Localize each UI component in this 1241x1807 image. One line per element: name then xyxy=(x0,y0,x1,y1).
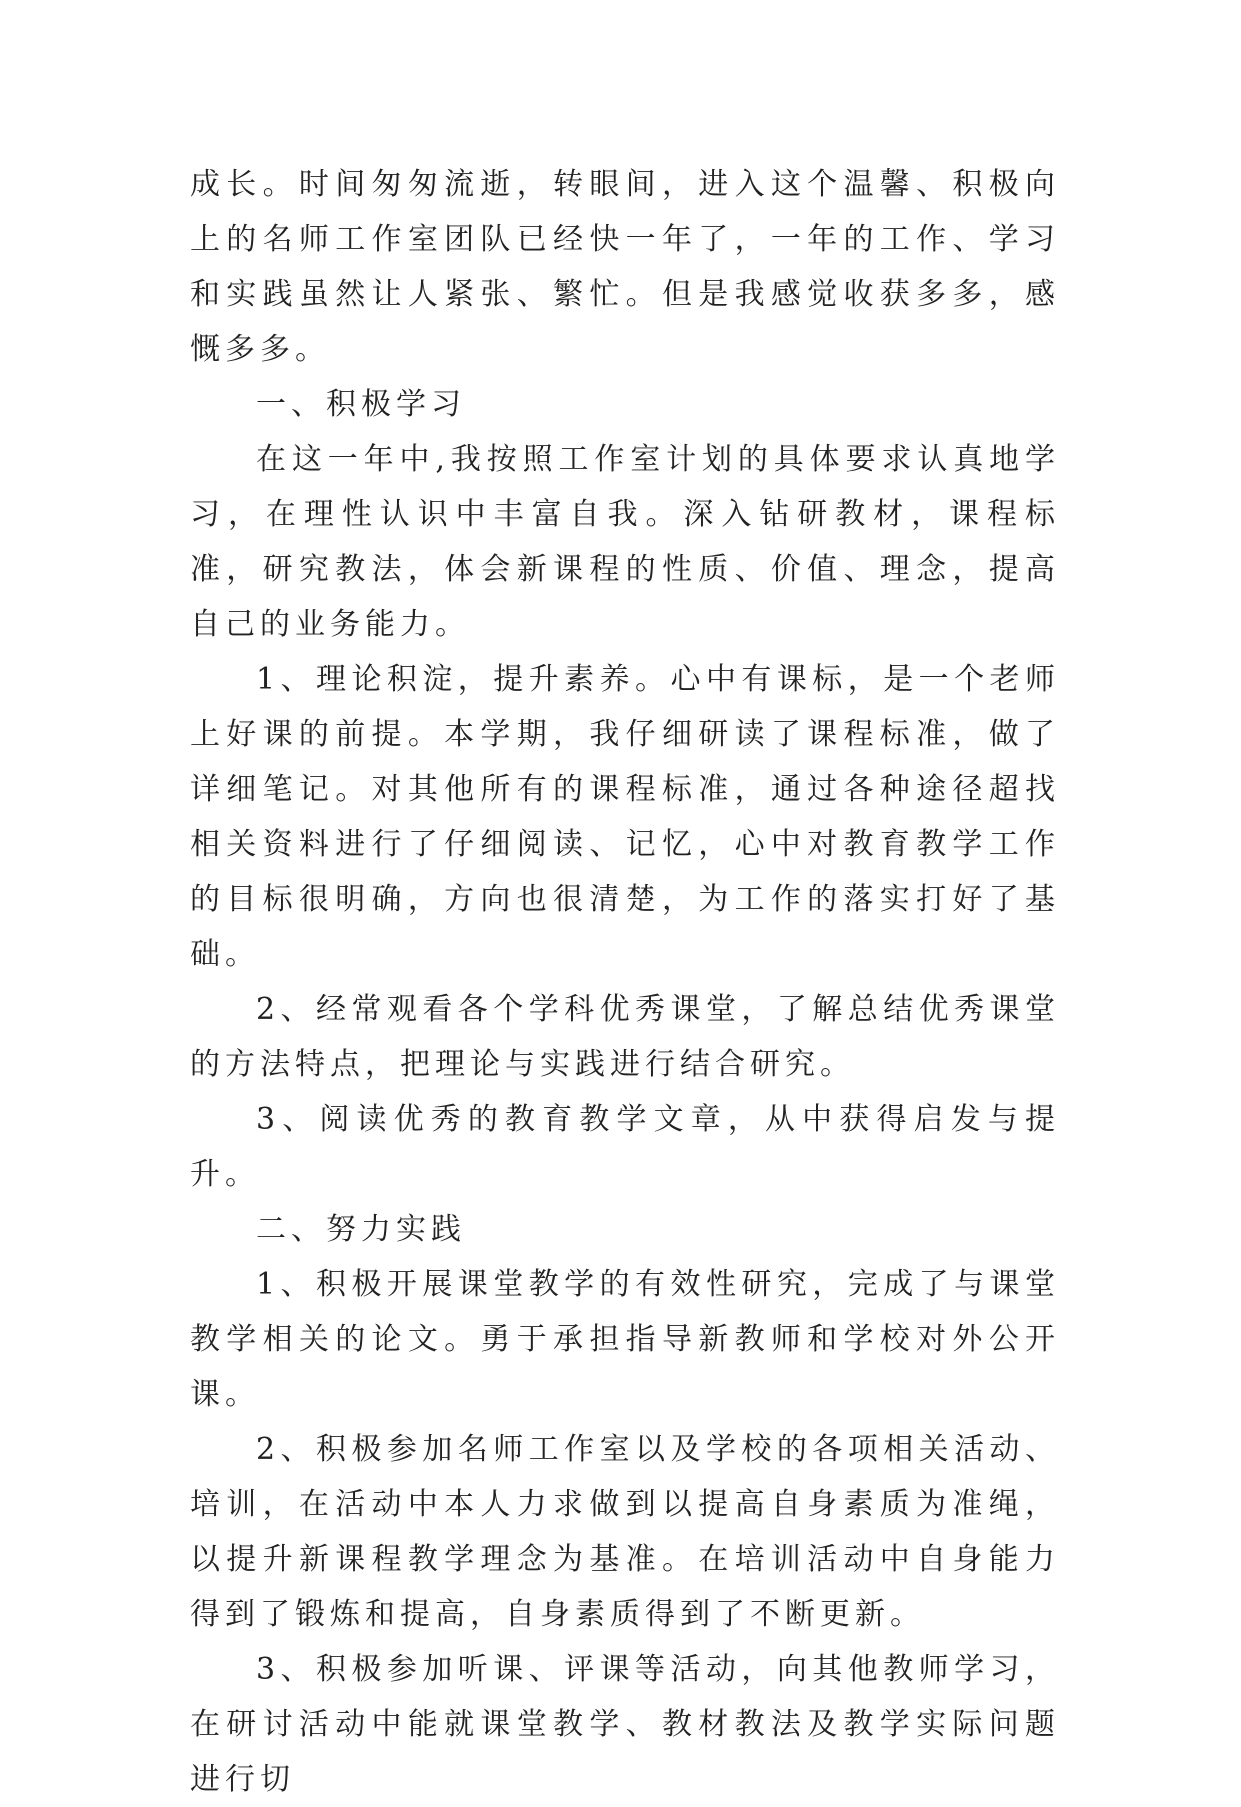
document-body xyxy=(190,157,1060,1807)
paragraph-learning-overview: 在这一年中,我按照工作室计划的具体要求认真地学习，在理性认识中丰富自我。深入钻研教材，课程标准，研究教法，体会新课程的性质、价值、理念，提高自己的业务能力。 xyxy=(190,442,1060,642)
paragraph-intro-continuation: 成长。时间匆匆流逝，转眼间，进入这个温馨、积极向上的名师工作室团队已经快一年了，一年的工作、学习和实践虽然让人紧张、繁忙。但是我感觉收获多多，感慨多多。 xyxy=(190,167,1060,367)
paragraph-practice-item-3: 3、积极参加听课、评课等活动，向其他教师学习，在研讨活动中能就课堂教学、教材教法及教学实际问题进行切 xyxy=(190,1652,1060,1797)
section-heading-practice: 二、努力实践 xyxy=(256,1212,466,1247)
paragraph-learning-item-1: 1、理论积淀，提升素养。心中有课标，是一个老师上好课的前提。本学期，我仔细研读了课程标准，做了详细笔记。对其他所有的课程标准，通过各种途径超找相关资料进行了仔细阅读、记忆，心中对教育教学工作的目标很明确，方向也很清楚，为工作的落实打好了基础。 xyxy=(190,662,1060,972)
paragraph-practice-item-1: 1、积极开展课堂教学的有效性研究，完成了与课堂教学相关的论文。勇于承担指导新教师和学校对外公开课。 xyxy=(190,1267,1060,1412)
paragraph-learning-item-2: 2、经常观看各个学科优秀课堂，了解总结优秀课堂的方法特点，把理论与实践进行结合研究。 xyxy=(190,992,1060,1082)
section-heading-active-learning: 一、积极学习 xyxy=(256,387,466,422)
paragraph-practice-item-2: 2、积极参加名师工作室以及学校的各项相关活动、培训，在活动中本人力求做到以提高自身素质为准绳，以提升新课程教学理念为基准。在培训活动中自身能力得到了锻炼和提高，自身素质得到了不断更新。 xyxy=(190,1432,1060,1632)
paragraph-learning-item-3: 3、阅读优秀的教育教学文章，从中获得启发与提升。 xyxy=(190,1102,1060,1192)
